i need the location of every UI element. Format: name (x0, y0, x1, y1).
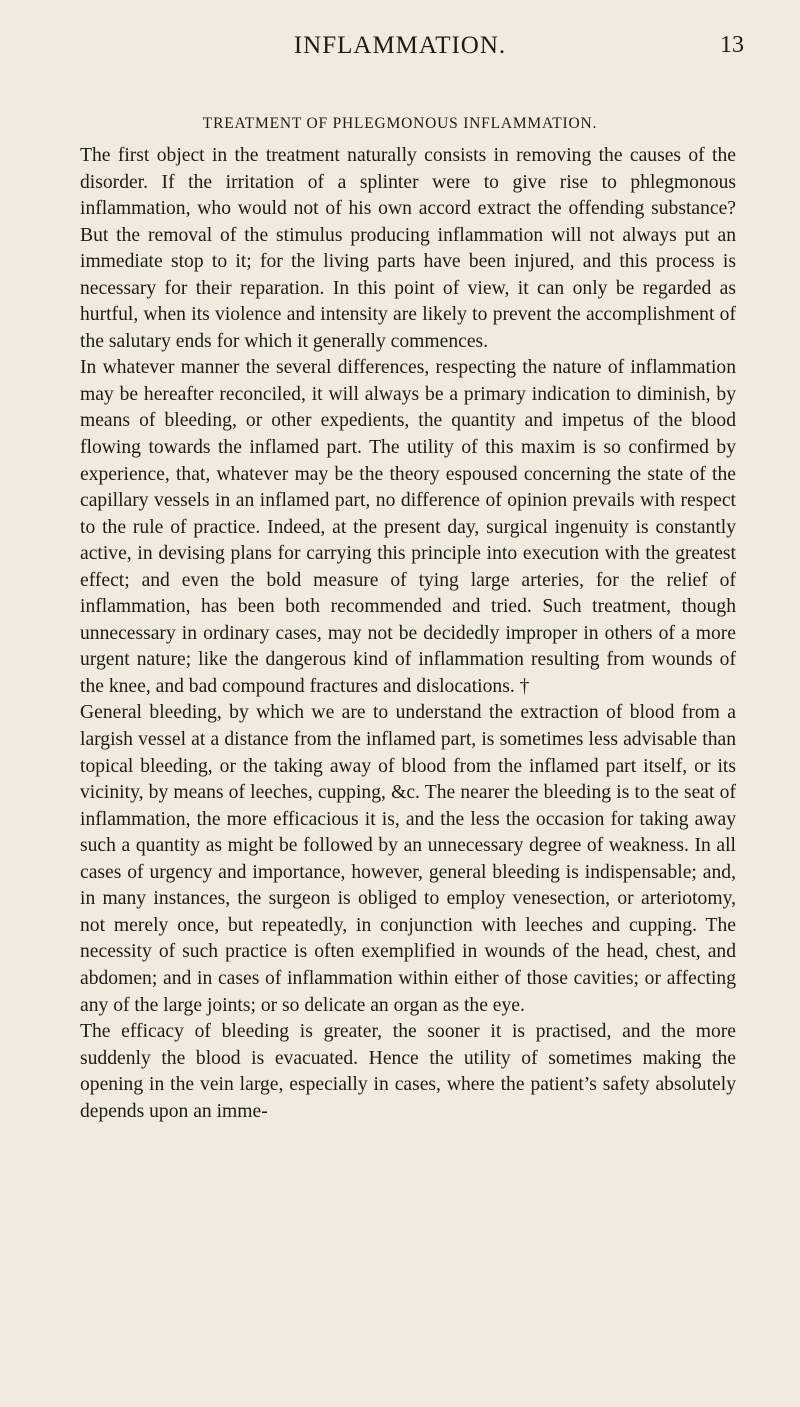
paragraph-2: In whatever manner the several differences, respecting the nature of inflammation may be hereafter reconciled, it will always be a primary indication to diminish, by means of bleeding, or other expedients, the quantity and impetus of the blood flowing towards the inflamed part. The utility of this maxim is so confirmed by experience, that, whatever may be the theory espoused concerning the state of the capillary vessels in an inflamed part, no difference of opinion prevails with respect to the rule of practice. Indeed, at the present day, surgical ingenuity is constantly active, in devising plans for carrying this principle into execution with the greatest effect; and even the bold measure of tying large arteries, for the relief of inflammation, has been both recommended and tried. Such treatment, though unnecessary in ordinary cases, may not be decidedly improper in others of a more urgent nature; like the dangerous kind of inflammation resulting from wounds of the knee, and bad compound fractures and dislocations. † (80, 357, 736, 697)
running-head (0, 32, 800, 72)
paragraph-4: The efficacy of bleeding is greater, the sooner it is practised, and the more suddenly the blood is evacuated. Hence the utility of sometimes making the opening in the vein large, especially in cases, where the patient’s safety absolutely depends upon an imme- (80, 1021, 736, 1122)
running-title: INFLAMMATION. (293, 32, 507, 59)
section-heading: TREATMENT OF PHLEGMONOUS INFLAMMATION. (202, 115, 598, 132)
page-number: 13 (720, 32, 744, 58)
body-text (80, 143, 736, 1125)
paragraph-3: General bleeding, by which we are to understand the extraction of blood from a largish vessel at a distance from the inflamed part, is sometimes less advisable than topical bleeding, or the taking away of blood from the inflamed part itself, or its vicinity, by means of leeches, cupping, &c. The nearer the bleeding is to the seat of inflammation, the more efficacious it is, and the less the occasion for taking away such a quantity as might be followed by an unnecessary degree of weakness. In all cases of urgency and importance, however, general bleeding is indispensable; and, in many instances, the surgeon is obliged to employ venesection, or arteriotomy, not merely once, but repeatedly, in conjunction with leeches and cupping. The necessity of such practice is often exemplified in wounds of the head, chest, and abdomen; and in cases of inflammation within either of those cavities; or affecting any of the large joints; or so delicate an organ as the eye. (80, 702, 736, 1016)
paragraph-1: The first object in the treatment naturally consists in removing the causes of the disorder. If the irritation of a splinter were to give rise to phlegmonous inflammation, who would not of his own accord extract the offending substance? But the removal of the stimulus producing inflammation will not always put an immediate stop to it; for the living parts have been injured, and this process is necessary for their reparation. In this point of view, it can only be regarded as hurtful, when its violence and intensity are likely to prevent the accomplishment of the salutary ends for which it generally commences. (80, 145, 736, 352)
